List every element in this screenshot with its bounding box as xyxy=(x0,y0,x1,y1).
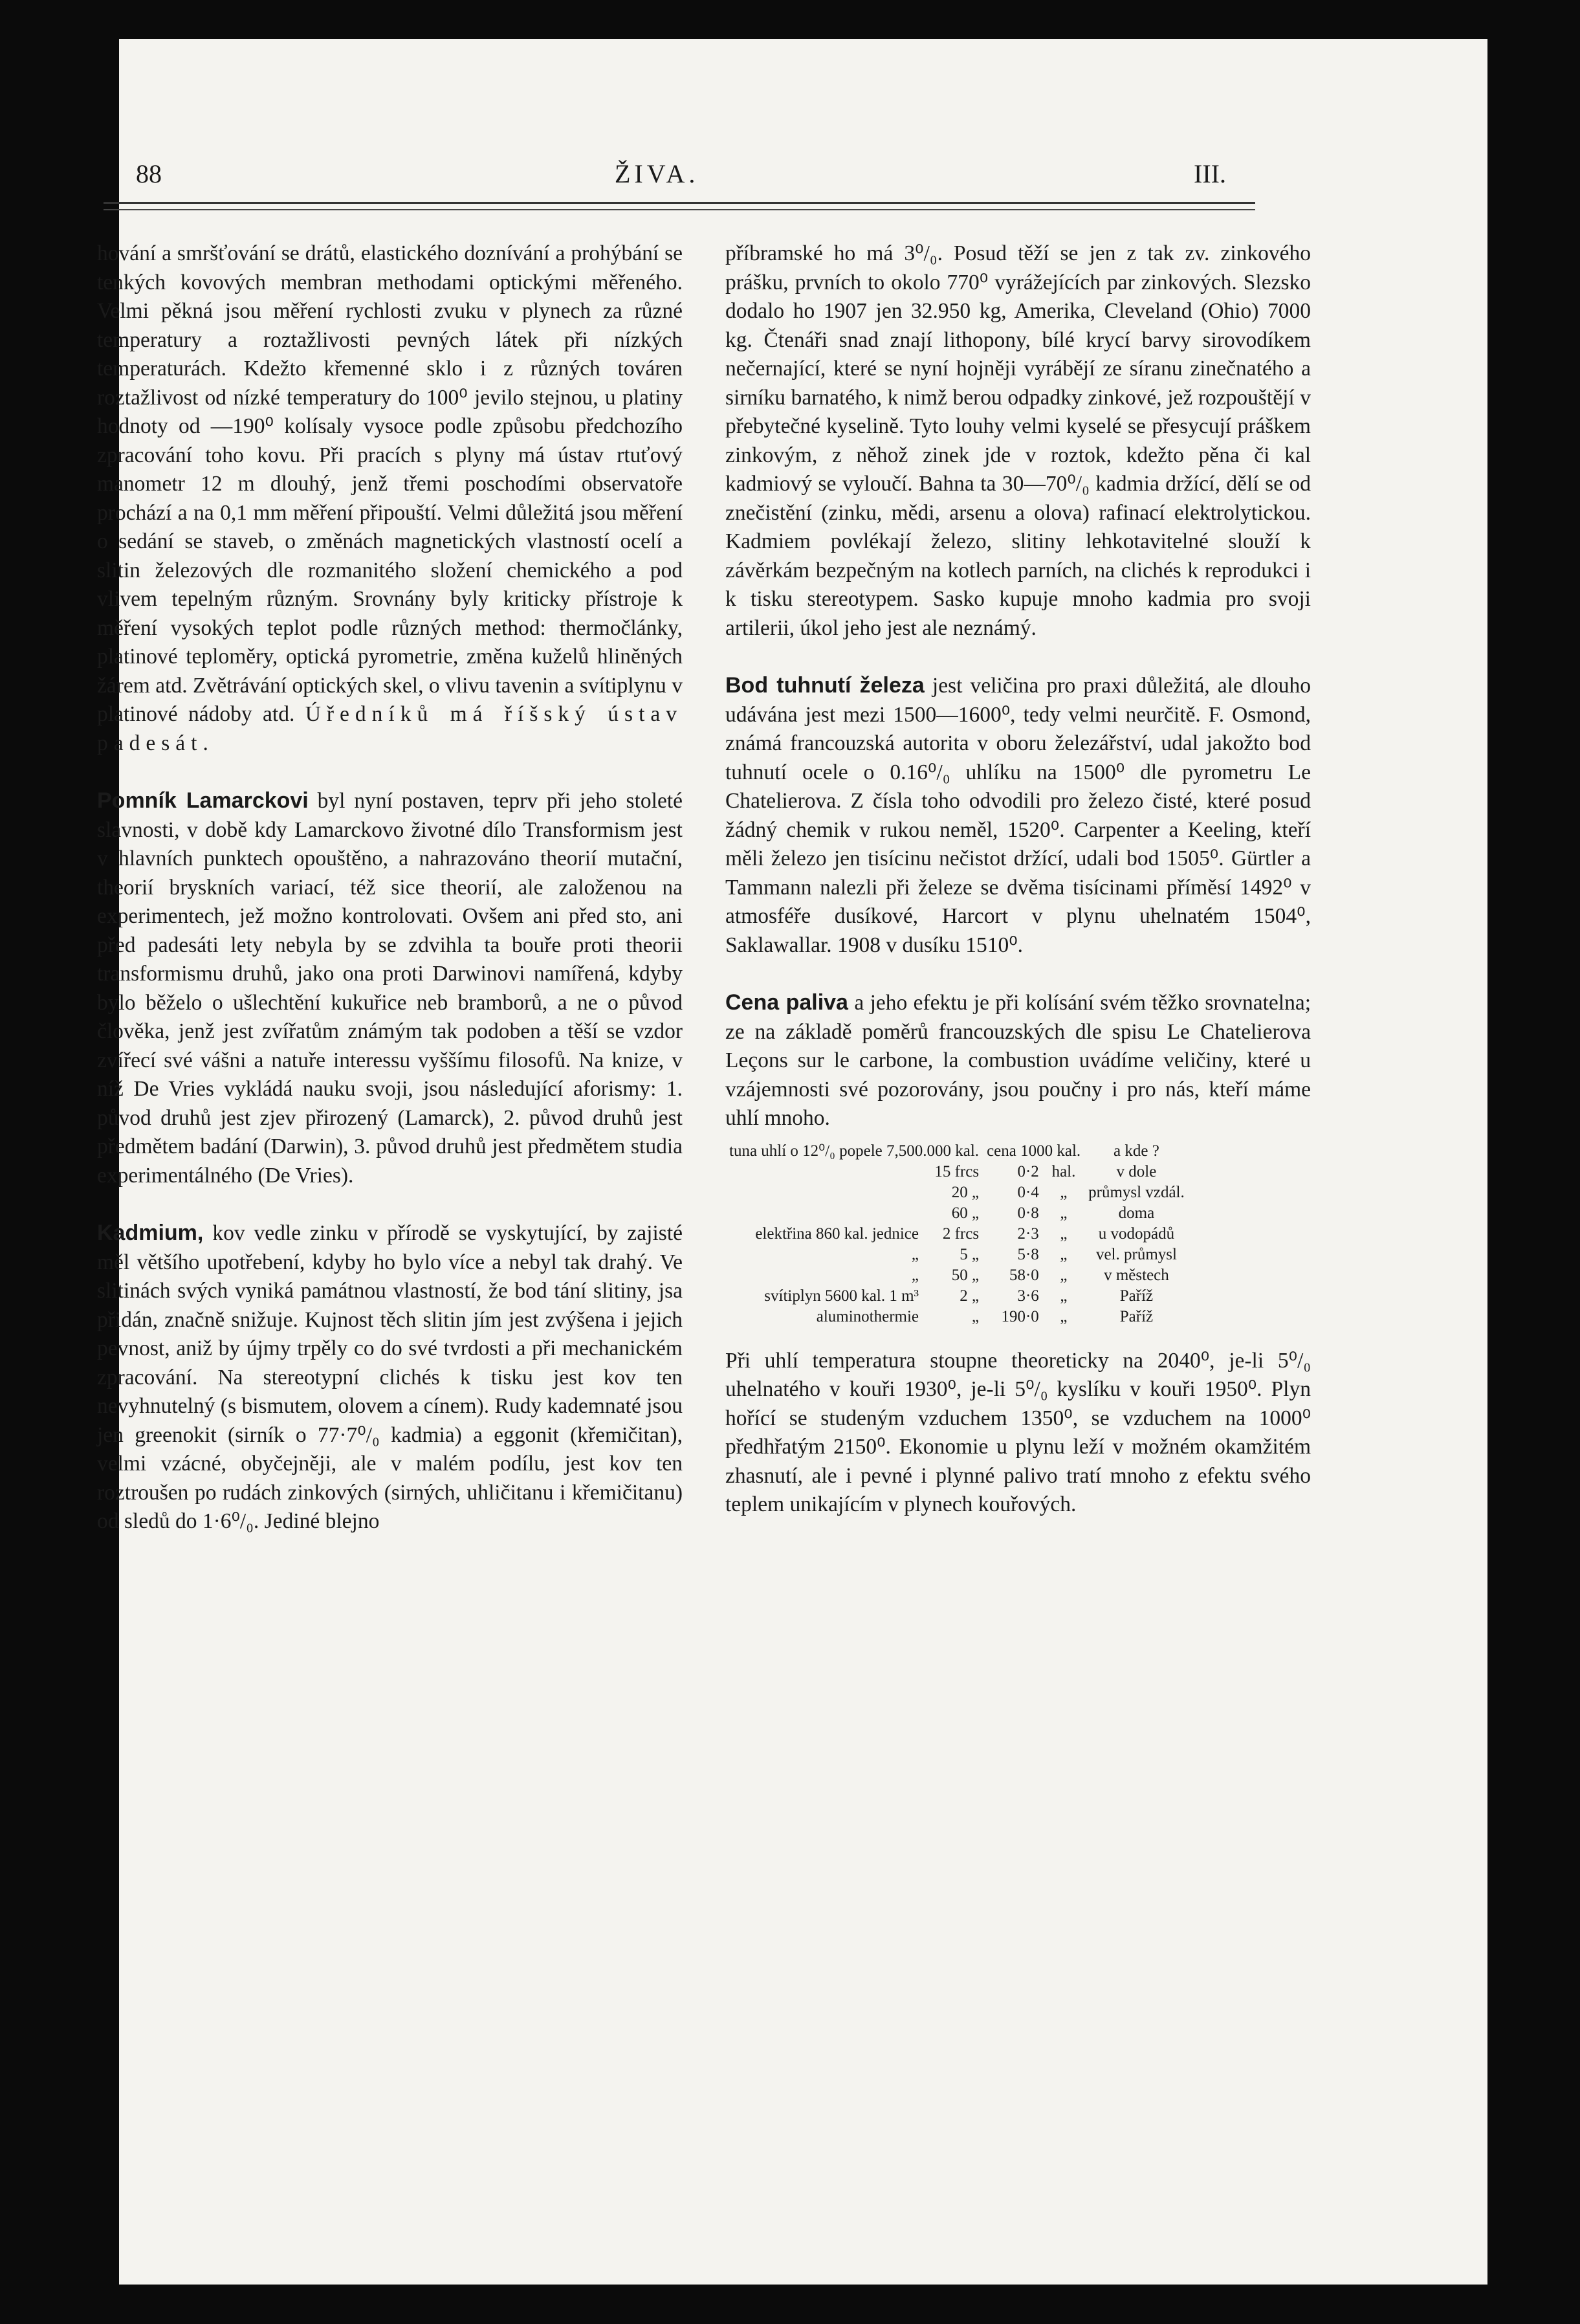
table-row xyxy=(725,1162,1189,1182)
fuel-price-table xyxy=(725,1141,1189,1327)
table-row xyxy=(725,1286,1189,1307)
spaced-sentence: Úředníků má říšský ústav padesát. xyxy=(97,702,683,755)
table-cell: 20 „ xyxy=(951,1183,980,1201)
table-row xyxy=(725,1182,1189,1203)
running-title: ŽIVA. xyxy=(615,159,699,188)
table-cell xyxy=(725,1162,923,1182)
table-cell: v městech xyxy=(1104,1266,1169,1284)
table-cell: 0·2 xyxy=(1017,1162,1039,1180)
section-heading: Kadmium, xyxy=(97,1221,204,1245)
table-header: tuna uhlí o 12⁰/₀ popele 7,500.000 kal. xyxy=(729,1142,980,1160)
table-row xyxy=(725,1224,1189,1245)
header-rule xyxy=(104,202,1255,210)
table-cell: 0·4 xyxy=(1017,1183,1039,1201)
table-cell: „ xyxy=(1060,1224,1068,1243)
section-heading: Bod tuhnutí železa xyxy=(725,673,925,698)
table-header: cena 1000 kal. xyxy=(987,1142,1081,1160)
table-cell: průmysl vzdál. xyxy=(1088,1183,1185,1201)
table-cell: „ xyxy=(1060,1183,1068,1201)
table-cell: svítiplyn 5600 kal. 1 m³ xyxy=(764,1287,919,1305)
paragraph-cadmium-cont: příbramské ho má 3⁰/₀. Posud těží se jen z tak zv. zinkového prášku, prvních to okolo 770⁰ vyrážejících par zinkových. Slezsko dodalo ho 1907 jen 32.950 kg, Amerika, Cleveland (Ohio) 7000 kg. Čtenáři snad znají lithopony, bílé krycí barvy sirovodíkem nečernající, které se nyní hojněji vyrábějí ze síranu zinečnatého a sirníku barnatého, k nimž berou odpadky zinkové, jež rozpouštějí v přebytečné kyselině. Tyto louhy velmi kyselé se přesycují práškem zinkovým, z něhož zinek jde v roztok, kdežto pěna či kal kadmiový se vyloučí. Bahna ta 30—70⁰/₀ kadmia držící, dělí se od znečistění (zinku, mědi, arsenu a olova) rafinací elektrolytickou. Kadmiem povlékají železo, slitiny lehkotavitelné slouží k závěrkám bezpečným na kotlech parních, na clichés k reprodukci i k tisku stereotypem. Sasko kupuje mnoho kadmia pro svoji artilerii, úkol jeho jest ale neznámý. xyxy=(725,241,1311,640)
paragraph-institute: hování a smršťování se drátů, elastického doznívání a prohýbání se tenkých kovových membran methodami optickými měřeného. Velmi pěkná jsou měření rychlosti zvuku v plynech za různé temperatury a roztažlivosti pevných látek při nízkých temperaturách. Kdežto křemenné sklo i z různých továren roztažlivost od nízké temperatury do 100⁰ jevilo stejnou, u platiny hodnoty od —190⁰ kolísaly vysoce podle způsobu předchozího zpracování toho kovu. Při pracích s plyny má ústav rtuťový manometr 12 m dlouhý, jenž třemi poschodími observatoře prochází a na 0,1 mm měření připouští. Velmi důležitá jsou měření o sedání se staveb, o změnách magnetických vlastností ocelí a slitin železových dle rozmanitého složení chemického a pod vlivem tepelným různým. Srovnány byly kriticky přístroje k měření vysokých teplot podle různých method: thermočlánky, platinové teploměry, optická pyrometrie, změna kuželů hliněných žárem atd. Zvětrávání optických skel, o vlivu tavenin a svítiplynu v platinové nádoby atd. Úředníků má říšský ústav padesát. xyxy=(97,241,683,755)
table-cell: 2·3 xyxy=(1017,1224,1039,1243)
table-cell: „ xyxy=(1060,1287,1068,1305)
table-cell: „ xyxy=(1060,1266,1068,1284)
table-row xyxy=(725,1307,1189,1327)
table-cell xyxy=(725,1203,923,1224)
table-cell xyxy=(725,1182,923,1203)
table-row xyxy=(725,1265,1189,1286)
paragraph-lamarck: Pomník Lamarckovi byl nyní postaven, teprv při jeho stoleté slavnosti, v době kdy Lamarckovo životné dílo Transformism jest v hlavních punktech opouštěno, a nahrazováno theorií mutační, theorií bryskních variací, též sice theorií, ale založenou na experimentech, jež možno kontrolovati. Ovšem ani před sto, ani před padesáti lety nebyla by se zdvihla ta bouře proti theorii transformismu druhů, jako ona proti Darwinovi namířená, kdyby bylo běželo o ušlechtění kukuřice neb bramborů, a ne o původ člověka, jenž jest zvířatům známým tak podoben a těší se vzdor zvířecí své vášni a natuře interessu vyššímu filosofů. Na knize, v níž De Vries vykládá nauku svoji, jsou následující aforismy: 1. původ druhů jest zjev přirozený (Lamarck), 2. původ druhů jest předmětem badání (Darwin), 3. původ druhů jest předmětem studia experimentálného (De Vries). xyxy=(97,788,683,1188)
table-cell: Paříž xyxy=(1119,1287,1154,1305)
table-cell: 50 „ xyxy=(951,1266,980,1284)
table-cell: 3·6 xyxy=(1017,1287,1039,1305)
table-cell: 58·0 xyxy=(1009,1266,1039,1284)
table-cell: 2 „ xyxy=(960,1287,980,1305)
table-cell: „ xyxy=(911,1266,919,1284)
table-cell: 60 „ xyxy=(951,1204,980,1222)
table-cell: doma xyxy=(1118,1204,1155,1222)
table-cell: u vodopádů xyxy=(1098,1224,1175,1243)
table-cell: v dole xyxy=(1116,1162,1157,1180)
table-cell: 15 frcs xyxy=(934,1162,980,1180)
table-cell: „ xyxy=(1060,1307,1068,1325)
table-cell: 0·8 xyxy=(1017,1204,1039,1222)
table-cell: „ xyxy=(971,1307,980,1325)
table-cell: 5 „ xyxy=(960,1245,980,1263)
volume-number: III. xyxy=(1194,159,1226,188)
table-cell: 190·0 xyxy=(1001,1307,1039,1325)
table-cell: aluminothermie xyxy=(816,1307,919,1325)
table-cell: „ xyxy=(1060,1245,1068,1263)
table-cell: hal. xyxy=(1051,1162,1076,1180)
paragraph-temperature: Při uhlí temperatura stoupne theoreticky na 2040⁰, je-li 5⁰/₀ uhelnatého v kouři 1930⁰, je-li 5⁰/₀ kyslíku v kouři 1950⁰. Plyn hořící se studeným vzduchem 1350⁰, se vzduchem na 1000⁰ předhřatým 2150⁰. Ekonomie u plynu leží v možném okamžitém zhasnutí, ale i pevné i plynné palivo tratí mnoho z efektu svého teplem unikajícím v plynech kouřových. xyxy=(725,1348,1311,1516)
page-number: 88 xyxy=(136,159,162,188)
page-header xyxy=(136,159,1226,204)
table-cell: 2 frcs xyxy=(942,1224,980,1243)
table-cell: „ xyxy=(1060,1204,1068,1222)
table-cell: 5·8 xyxy=(1017,1245,1039,1263)
section-heading: Pomník Lamarckovi xyxy=(97,788,309,813)
right-column xyxy=(725,239,1311,1520)
table-cell: elektřina 860 kal. jednice xyxy=(755,1224,919,1243)
table-cell: Paříž xyxy=(1119,1307,1154,1325)
paragraph-fuel: Cena paliva a jeho efektu je při kolísání svém těžko srovnatelna; ze na základě poměrů francouzských dle spisu Le Chatelierova Leçons sur le carbone, la combustion uvádíme veličiny, které u vzájemnosti své pozorovány, jsou poučny i pro nás, kteří máme uhlí mnoho. xyxy=(725,990,1311,1130)
table-header-row xyxy=(725,1141,1189,1162)
section-heading: Cena paliva xyxy=(725,990,848,1015)
paragraph-cadmium: Kadmium, kov vedle zinku v přírodě se vyskytující, by zajisté měl většího upotřebení, kdyby ho bylo více a nebyl tak drahý. Ve slitinách svých vyniká památnou vlastností, že bod tání slitiny, jsa přidán, značně snižuje. Kujnost těch slitin jím jest zvýšena i jejich pevnost, aniž by újmy trpěly co do své tvrdosti a při mechanickém zpracování. Na stereotypní clichés k tisku jest kov ten nevyhnutelný (s bismutem, olovem a cínem). Rudy kademnaté jsou jen greenokit (sirník o 77·7⁰/₀ kadmia) a eggonit (křemičitan), velmi vzácné, obyčejněji, ale v malém podílu, jest kov ten roztroušen po rudách zinkových (sirných, uhličitanu i křemičitanu) od sledů do 1·6⁰/₀. Jediné blejno xyxy=(97,1221,683,1533)
table-row xyxy=(725,1203,1189,1224)
table-cell: vel. průmysl xyxy=(1095,1245,1177,1263)
left-column xyxy=(97,239,683,1536)
table-header: a kde ? xyxy=(1114,1142,1159,1160)
table-cell: „ xyxy=(911,1245,919,1263)
table-row xyxy=(725,1245,1189,1265)
paragraph-iron: Bod tuhnutí železa jest veličina pro praxi důležitá, ale dlouho udávána jest mezi 1500—1600⁰, tedy velmi neurčitě. F. Osmond, známá francouzská autorita v oboru železářství, udal jakožto bod tuhnutí ocele o 0.16⁰/₀ uhlíku na 1500⁰ dle pyrometru Le Chatelierova. Z čísla toho odvodili pro železo čisté, které posud žádný chemik v rukou neměl, 1520⁰. Carpenter a Keeling, kteří měli železo jen tisícinu nečistot držící, udali bod 1505⁰. Gürtler a Tammann nalezli při železe se dvěma tisícinami příměsí 1492⁰ v atmosféře dusíkové, Harcort v plynu uhelnatém 1504⁰, Saklawallar. 1908 v dusíku 1510⁰. xyxy=(725,673,1311,957)
